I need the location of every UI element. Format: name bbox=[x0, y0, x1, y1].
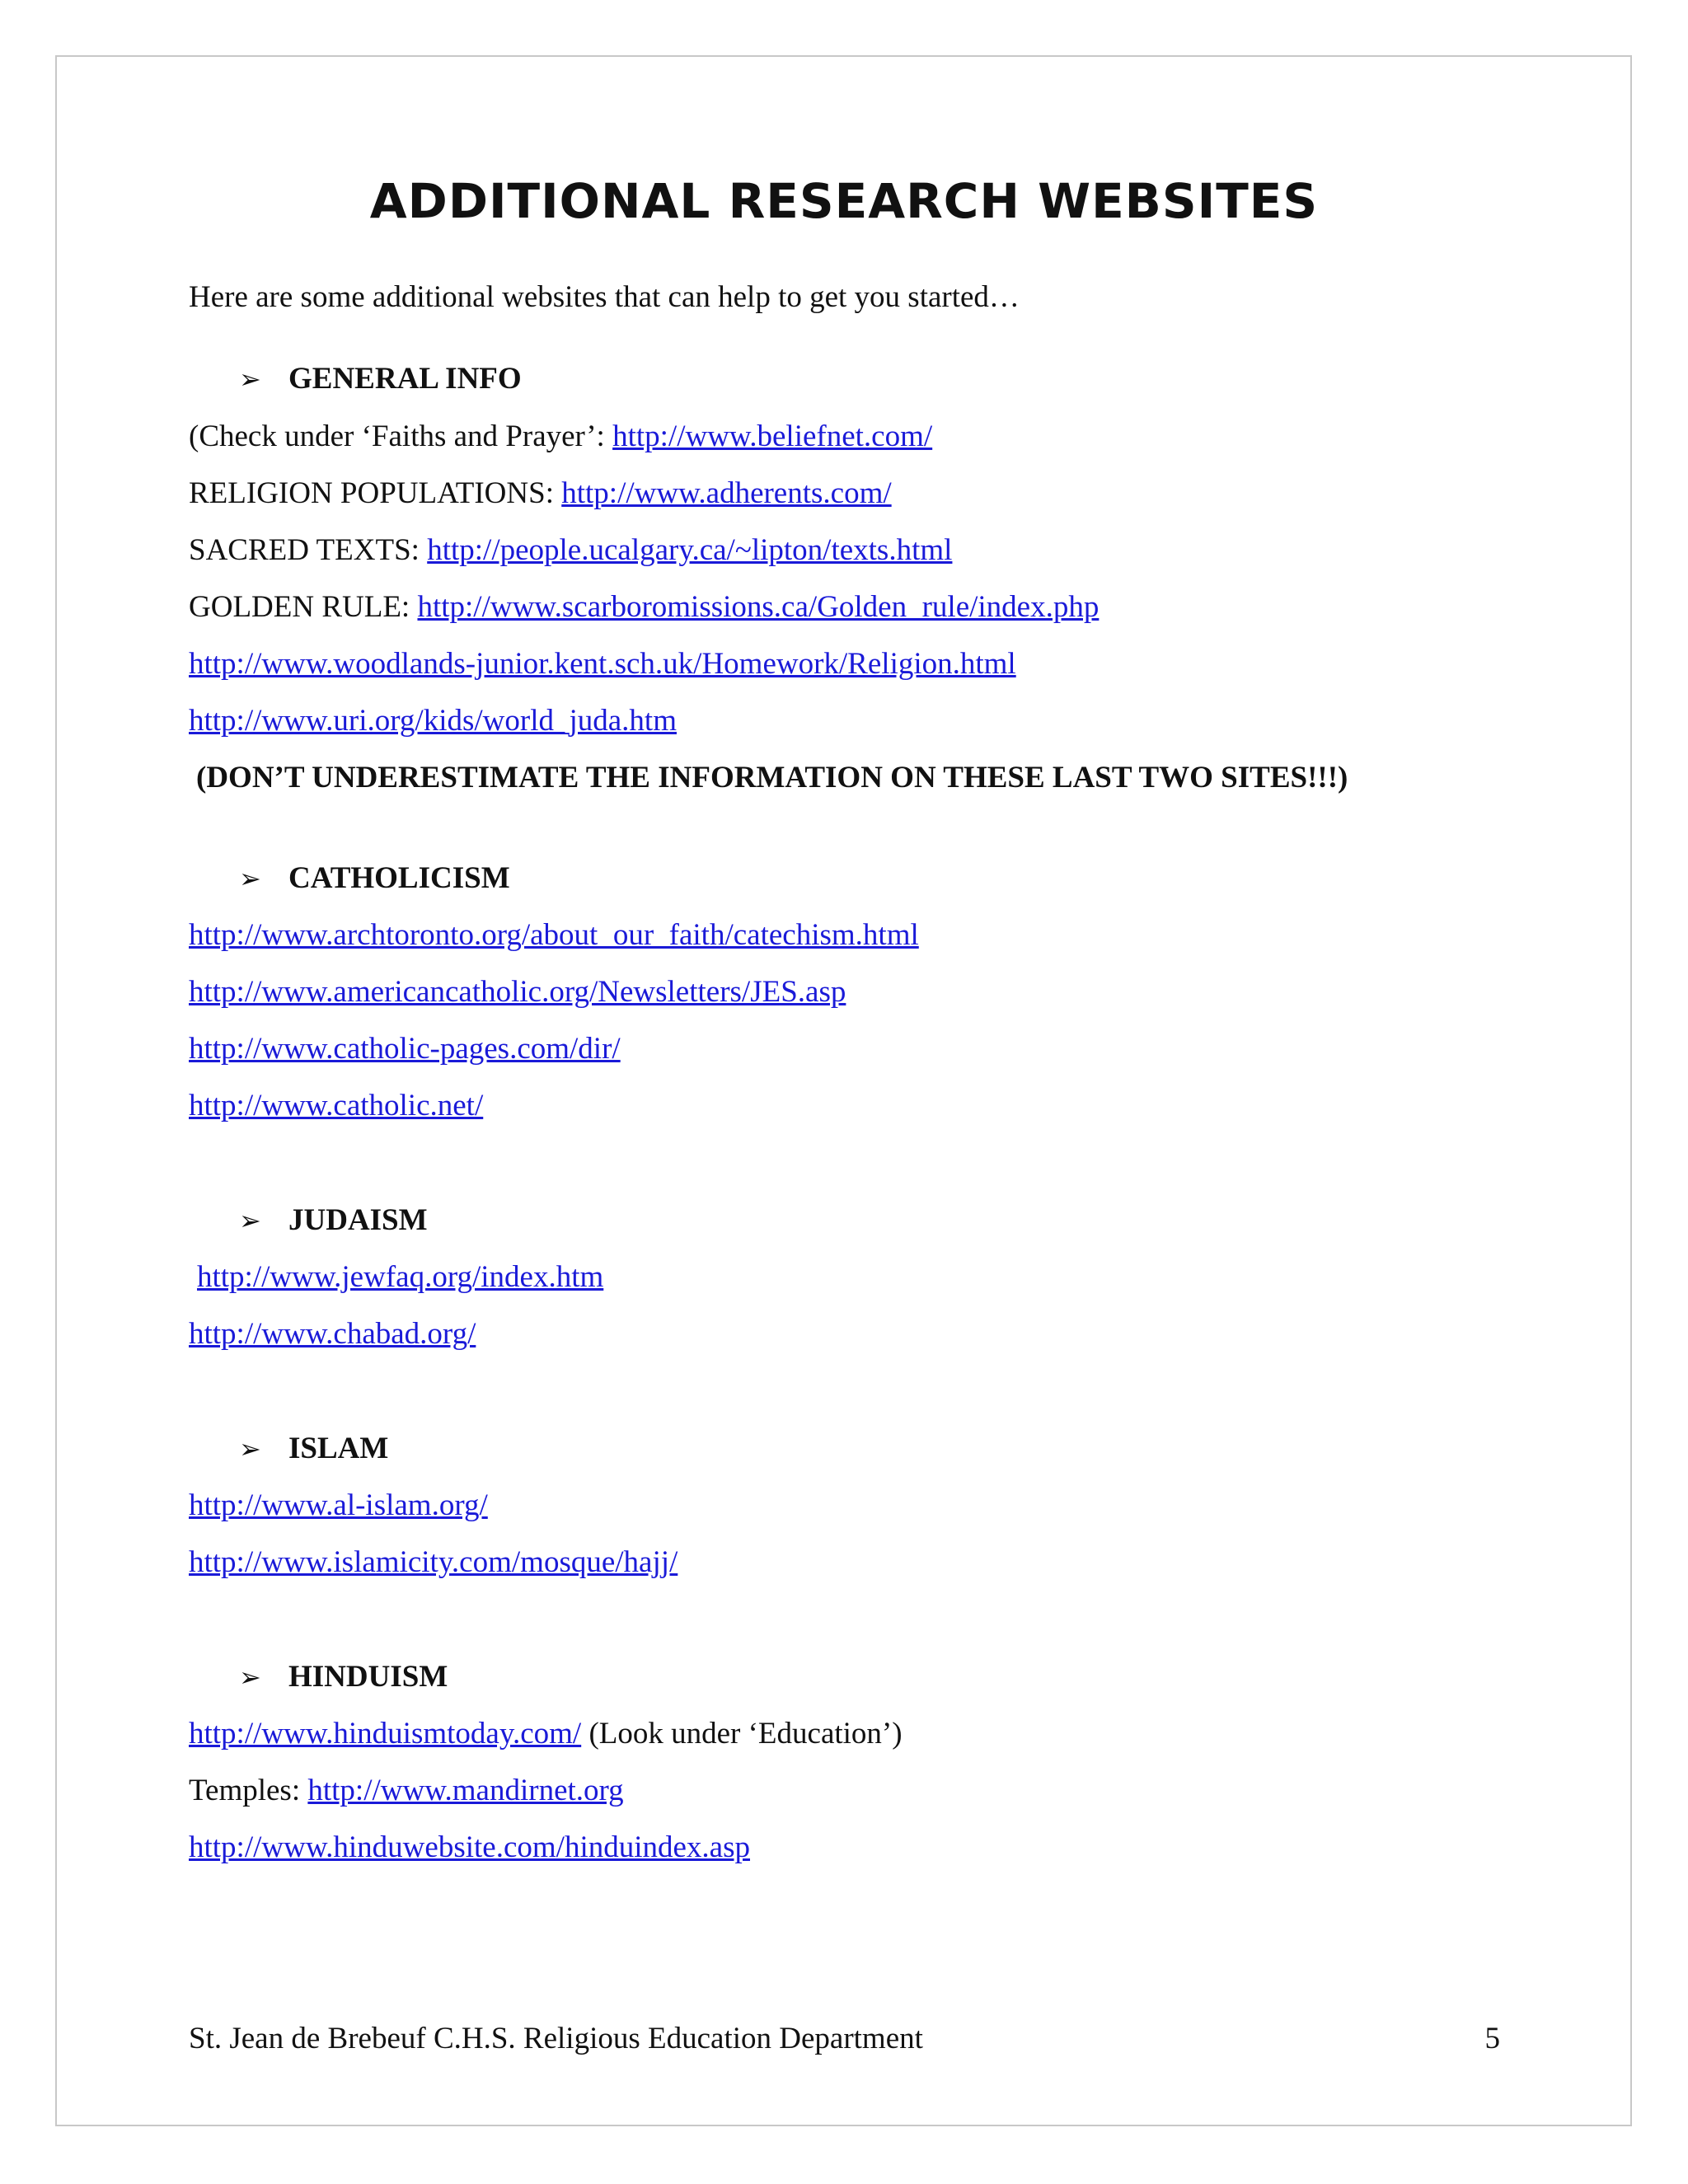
line-chabad bbox=[189, 1315, 476, 1354]
line-hinduwebsite bbox=[189, 1828, 750, 1868]
link-jewfaq[interactable]: http://www.jewfaq.org/index.htm bbox=[197, 1260, 604, 1294]
line-populations bbox=[189, 474, 892, 513]
link-americancatholic[interactable]: http://www.americancatholic.org/Newsletters/JES.asp bbox=[189, 975, 846, 1009]
faiths-label: (Check under ‘Faiths and Prayer’: bbox=[189, 419, 613, 453]
hinduismtoday-note: (Look under ‘Education’) bbox=[581, 1717, 903, 1750]
link-golden-rule[interactable]: http://www.scarboromissions.ca/Golden_rule/index.php bbox=[417, 590, 1100, 624]
heading-hinduism bbox=[239, 1657, 448, 1697]
line-catholic-net bbox=[189, 1086, 483, 1126]
footer-department: St. Jean de Brebeuf C.H.S. Religious Education Department bbox=[189, 2022, 923, 2055]
line-temples bbox=[189, 1771, 624, 1811]
line-woodlands bbox=[189, 644, 1016, 684]
link-uri[interactable]: http://www.uri.org/kids/world_juda.htm bbox=[189, 704, 677, 738]
line-al-islam bbox=[189, 1486, 488, 1526]
page-title: ADDITIONAL RESEARCH WEBSITES bbox=[369, 173, 1319, 229]
temples-label: Temples: bbox=[189, 1774, 308, 1807]
footer-page-number: 5 bbox=[1484, 2022, 1500, 2055]
heading-label: JUDAISM bbox=[288, 1203, 428, 1237]
link-chabad[interactable]: http://www.chabad.org/ bbox=[189, 1317, 476, 1351]
line-sacred-texts bbox=[189, 531, 952, 570]
link-sacred-texts[interactable]: http://people.ucalgary.ca/~lipton/texts.html bbox=[427, 533, 953, 567]
arrowhead-bullet-icon: ➢ bbox=[239, 1661, 261, 1693]
link-beliefnet[interactable]: http://www.beliefnet.com/ bbox=[612, 419, 933, 453]
heading-label: ISLAM bbox=[288, 1432, 389, 1465]
intro-text: Here are some additional websites that can help to get you started… bbox=[189, 280, 1020, 314]
link-hinduwebsite[interactable]: http://www.hinduwebsite.com/hinduindex.asp bbox=[189, 1830, 750, 1864]
line-islamicity bbox=[189, 1543, 678, 1582]
line-catholic-pages bbox=[189, 1029, 621, 1069]
arrowhead-bullet-icon: ➢ bbox=[239, 863, 261, 894]
populations-label: RELIGION POPULATIONS: bbox=[189, 476, 562, 510]
link-catholic-pages[interactable]: http://www.catholic-pages.com/dir/ bbox=[189, 1032, 621, 1066]
line-americancatholic bbox=[189, 972, 846, 1012]
line-golden-rule bbox=[189, 588, 1099, 627]
link-islamicity[interactable]: http://www.islamicity.com/mosque/hajj/ bbox=[189, 1545, 678, 1579]
link-al-islam[interactable]: http://www.al-islam.org/ bbox=[189, 1488, 488, 1522]
line-faiths bbox=[189, 417, 932, 457]
arrowhead-bullet-icon: ➢ bbox=[239, 1433, 261, 1465]
heading-label: GENERAL INFO bbox=[288, 362, 522, 396]
link-mandirnet[interactable]: http://www.mandirnet.org bbox=[307, 1774, 624, 1807]
heading-label: CATHOLICISM bbox=[288, 861, 510, 895]
heading-judaism bbox=[239, 1201, 428, 1240]
line-uri bbox=[189, 701, 677, 741]
link-woodlands[interactable]: http://www.woodlands-junior.kent.sch.uk/Homework/Religion.html bbox=[189, 647, 1016, 681]
warning-note: (DON’T UNDERESTIMATE THE INFORMATION ON THESE LAST TWO SITES!!!) bbox=[196, 761, 1348, 794]
heading-label: HINDUISM bbox=[288, 1660, 448, 1694]
link-catholic-net[interactable]: http://www.catholic.net/ bbox=[189, 1089, 484, 1122]
sacred-texts-label: SACRED TEXTS: bbox=[189, 533, 428, 567]
line-jewfaq bbox=[197, 1258, 603, 1297]
heading-general-info bbox=[239, 359, 522, 399]
arrowhead-bullet-icon: ➢ bbox=[239, 1205, 261, 1236]
arrowhead-bullet-icon: ➢ bbox=[239, 363, 261, 395]
line-hinduismtoday bbox=[189, 1714, 903, 1754]
line-archtoronto bbox=[189, 916, 919, 955]
heading-catholicism bbox=[239, 859, 510, 898]
golden-rule-label: GOLDEN RULE: bbox=[189, 590, 418, 624]
link-hinduismtoday[interactable]: http://www.hinduismtoday.com/ bbox=[189, 1717, 582, 1750]
heading-islam bbox=[239, 1429, 388, 1469]
link-archtoronto[interactable]: http://www.archtoronto.org/about_our_faith/catechism.html bbox=[189, 918, 919, 952]
link-adherents[interactable]: http://www.adherents.com/ bbox=[561, 476, 892, 510]
